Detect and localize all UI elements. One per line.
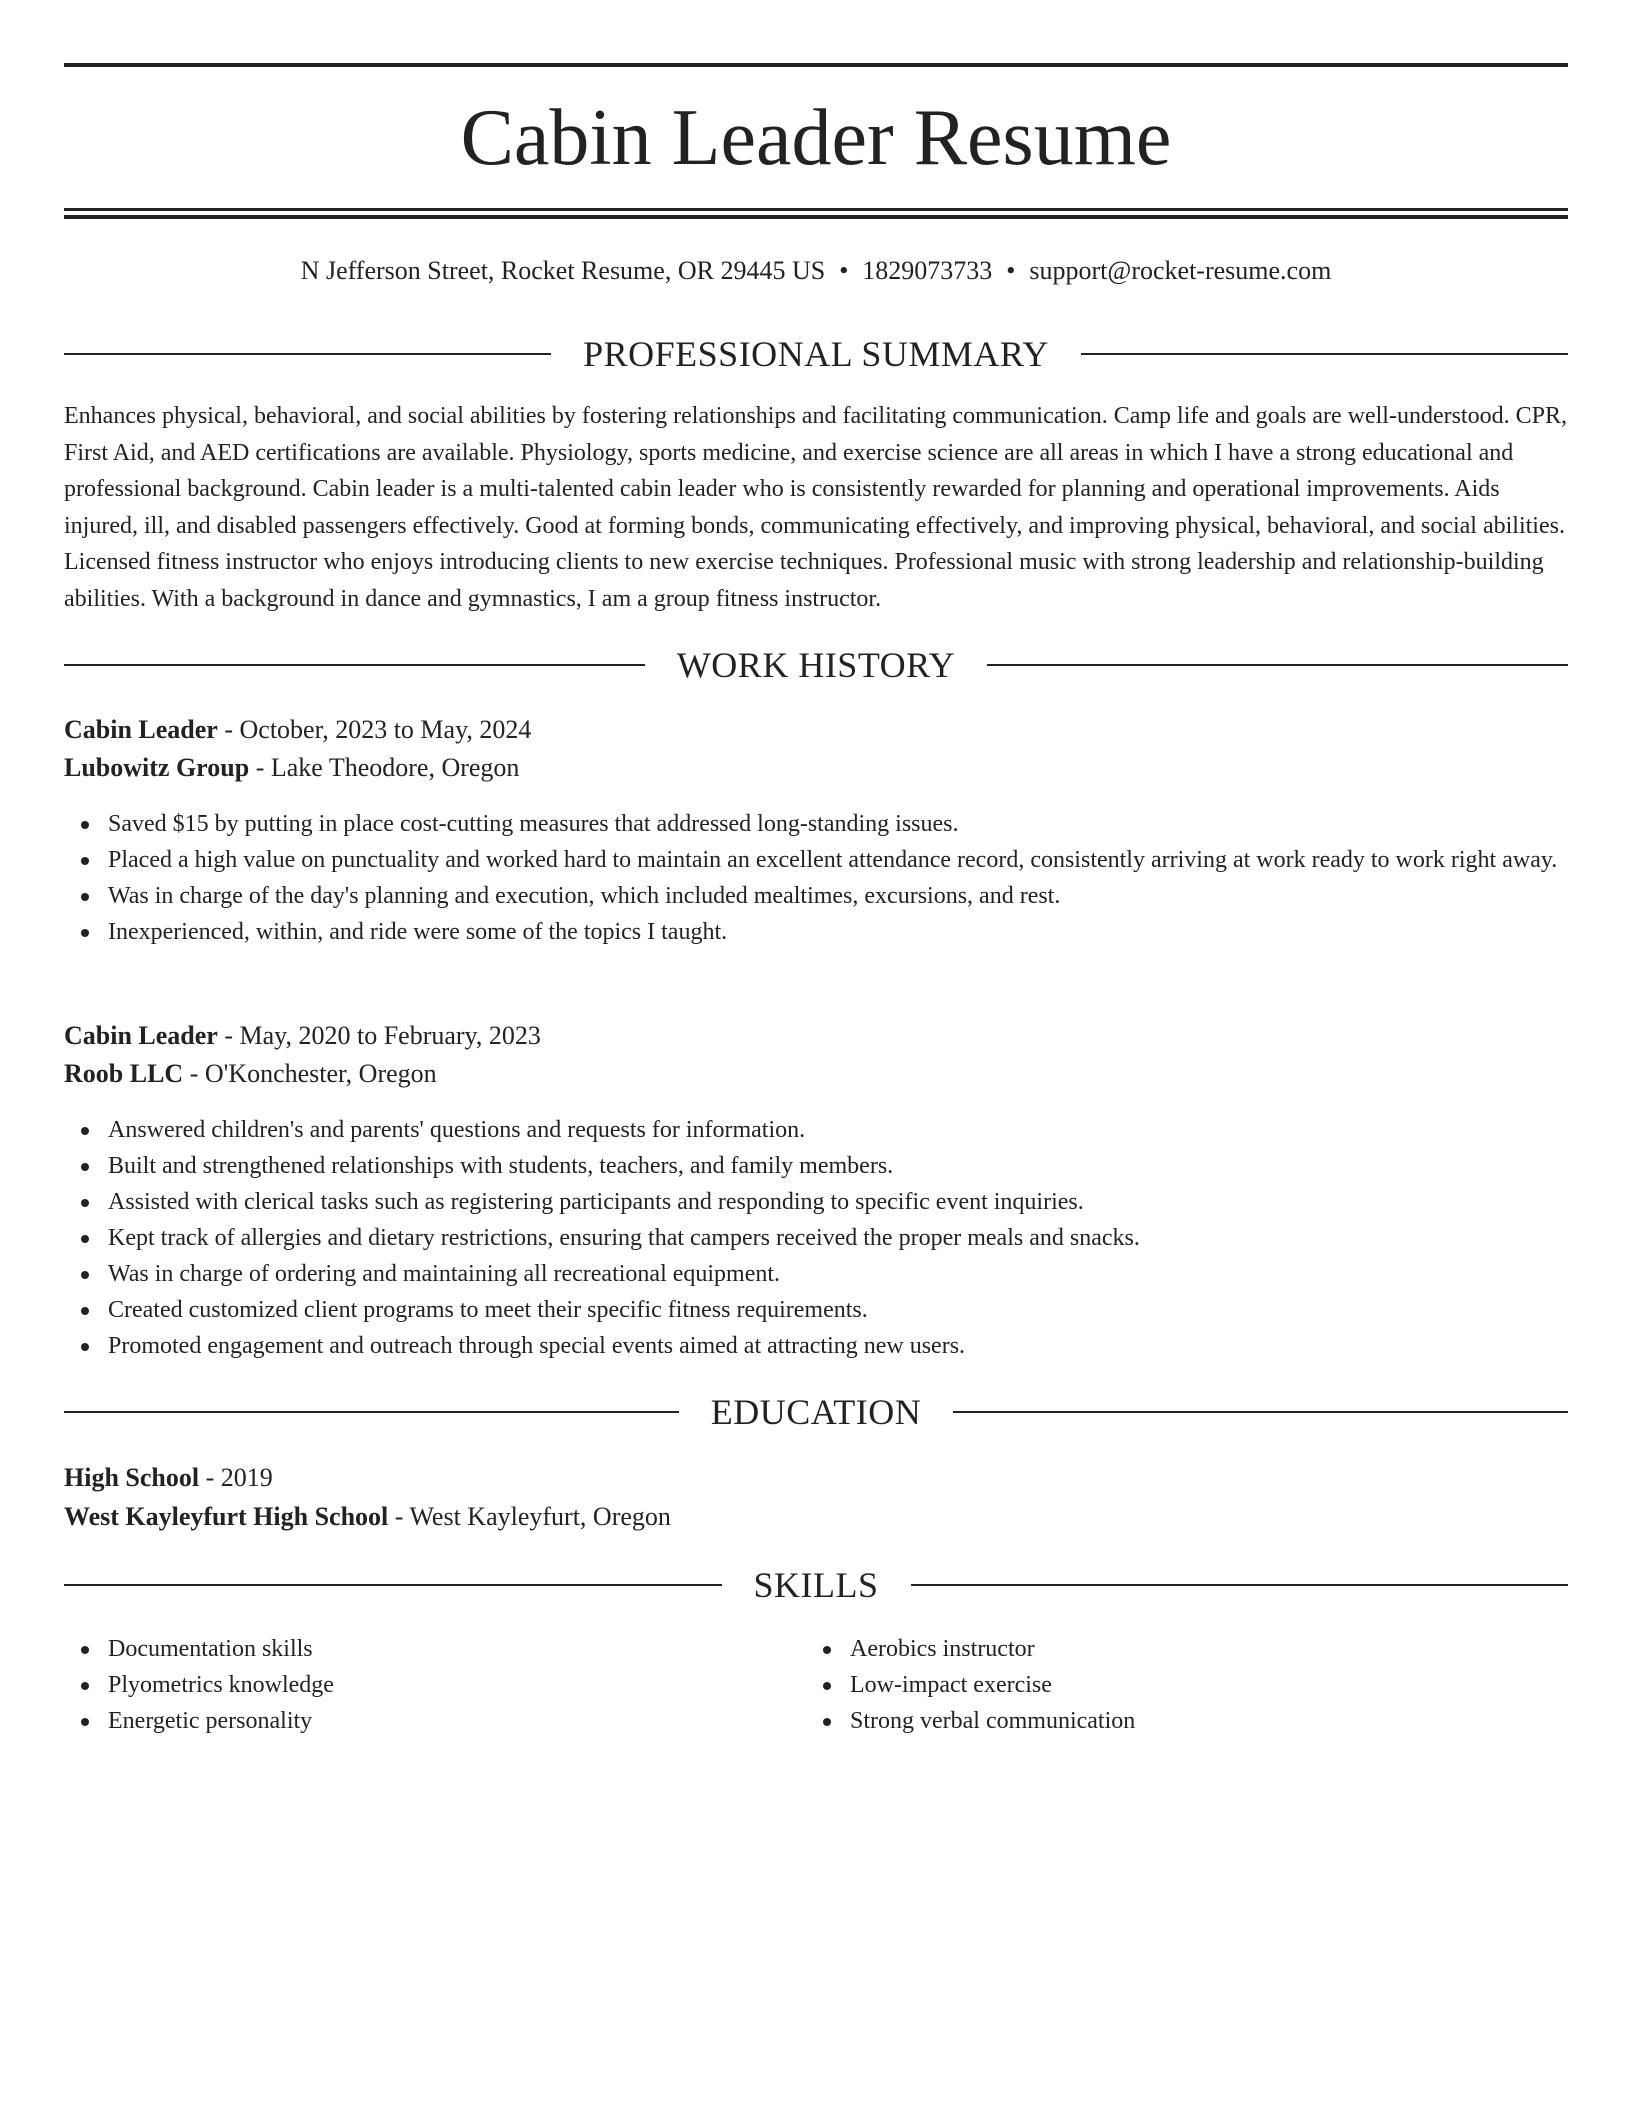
skills-list-left xyxy=(64,1631,764,1739)
education-year: - 2019 xyxy=(199,1463,273,1492)
page-title: Cabin Leader Resume xyxy=(460,94,1172,182)
job-company: Roob LLC xyxy=(64,1059,184,1088)
work-heading-label: WORK HISTORY xyxy=(676,645,956,685)
job-title: Cabin Leader xyxy=(64,1021,218,1050)
summary-heading xyxy=(64,332,1568,376)
header-top-rule xyxy=(64,63,1568,67)
list-item: Was in charge of ordering and maintaining all recreational equipment. xyxy=(108,1256,1568,1292)
summary-text: Enhances physical, behavioral, and social abilities by fostering relationships and facilitating communication. Camp life and goals are well-understood. CPR, First Aid, and AED certifications are available. Physiology, sports medicine, and exercise science are all areas in which I have a strong educational and professional background. Cabin leader is a multi-talented cabin leader who is consistently rewarded for planning and operational improvements. Aids injured, ill, and disabled passengers effectively. Good at forming bonds, communicating effectively, and improving physical, behavioral, and social abilities. Licensed fitness instructor who enjoys introducing clients to new exercise techniques. Professional music with strong leadership and relationship-building abilities. With a background in dance and gymnastics, I am a group fitness instructor. xyxy=(64,403,1567,612)
list-item: Kept track of allergies and dietary restrictions, ensuring that campers received the proper meals and snacks. xyxy=(108,1220,1568,1256)
skill-item: Low-impact exercise xyxy=(850,1667,1506,1703)
skill-item: Aerobics instructor xyxy=(850,1631,1506,1667)
work-heading xyxy=(64,643,1568,687)
list-item: Assisted with clerical tasks such as registering participants and responding to specific event inquiries. xyxy=(108,1184,1568,1220)
list-item: Saved $15 by putting in place cost-cutting measures that addressed long-standing issues. xyxy=(108,806,1568,842)
heading-rule-left xyxy=(64,664,645,666)
summary-heading-label: PROFESSIONAL SUMMARY xyxy=(583,334,1049,374)
heading-rule-right xyxy=(953,1411,1568,1413)
skill-item: Documentation skills xyxy=(108,1631,764,1667)
job-dates: - October, 2023 to May, 2024 xyxy=(217,715,532,744)
skills-heading-label: SKILLS xyxy=(753,1565,879,1605)
contact-address: N Jefferson Street, Rocket Resume, OR 29445 US xyxy=(300,256,826,285)
job-dates: - May, 2020 to February, 2023 xyxy=(217,1021,541,1050)
job-company-line xyxy=(64,750,519,786)
education-heading xyxy=(64,1390,1568,1434)
heading-rule-right xyxy=(987,664,1568,666)
skill-item: Energetic personality xyxy=(108,1703,764,1739)
list-item: Inexperienced, within, and ride were some of the topics I taught. xyxy=(108,914,1568,950)
education-degree: High School xyxy=(64,1463,200,1492)
education-degree-line xyxy=(64,1460,273,1496)
contact-separator: • xyxy=(839,256,849,285)
education-heading-label: EDUCATION xyxy=(710,1392,922,1432)
list-item: Placed a high value on punctuality and worked hard to maintain an excellent attendance record, consistently arriving at work ready to work right away. xyxy=(108,842,1568,878)
job-title-line xyxy=(64,712,531,748)
skills-list-right xyxy=(806,1631,1506,1739)
heading-rule-right xyxy=(911,1584,1569,1586)
header-double-rule-upper xyxy=(64,208,1568,211)
heading-rule-left xyxy=(64,1411,679,1413)
contact-separator: • xyxy=(1006,256,1016,285)
education-location: - West Kayleyfurt, Oregon xyxy=(388,1502,671,1531)
job-company-line xyxy=(64,1056,437,1092)
job-location: - Lake Theodore, Oregon xyxy=(249,753,520,782)
job-title: Cabin Leader xyxy=(64,715,218,744)
education-school-line xyxy=(64,1499,671,1535)
heading-rule-left xyxy=(64,1584,722,1586)
contact-line xyxy=(64,254,1568,288)
header-double-rule-lower xyxy=(64,215,1568,219)
contact-phone: 1829073733 xyxy=(862,256,993,285)
heading-rule-right xyxy=(1081,353,1568,355)
list-item: Promoted engagement and outreach through special events aimed at attracting new users. xyxy=(108,1328,1568,1364)
contact-email: support@rocket-resume.com xyxy=(1029,256,1332,285)
list-item: Answered children's and parents' questions and requests for information. xyxy=(108,1112,1568,1148)
list-item: Built and strengthened relationships with students, teachers, and family members. xyxy=(108,1148,1568,1184)
skills-heading xyxy=(64,1563,1568,1607)
job-bullets xyxy=(64,806,1568,950)
skill-item: Strong verbal communication xyxy=(850,1703,1506,1739)
list-item: Created customized client programs to meet their specific fitness requirements. xyxy=(108,1292,1568,1328)
job-bullets xyxy=(64,1112,1568,1364)
job-location: - O'Konchester, Oregon xyxy=(183,1059,437,1088)
heading-rule-left xyxy=(64,353,551,355)
job-company: Lubowitz Group xyxy=(64,753,250,782)
job-title-line xyxy=(64,1018,541,1054)
skill-item: Plyometrics knowledge xyxy=(108,1667,764,1703)
list-item: Was in charge of the day's planning and execution, which included mealtimes, excursions, and rest. xyxy=(108,878,1568,914)
education-school: West Kayleyfurt High School xyxy=(64,1502,389,1531)
